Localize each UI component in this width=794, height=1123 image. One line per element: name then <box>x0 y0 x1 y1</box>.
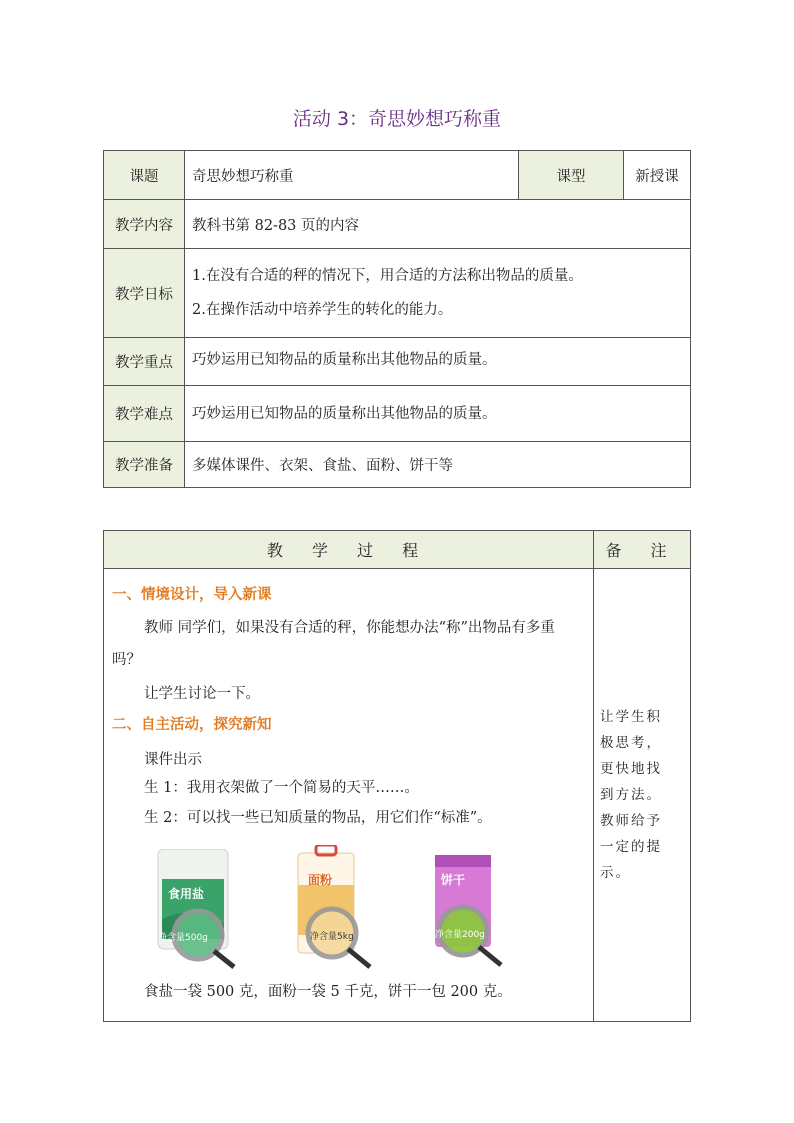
prep-label: 教学准备 <box>104 442 185 488</box>
topic-value: 奇思妙想巧称重 <box>185 151 519 200</box>
courseware-line: 课件出示 <box>144 752 202 768</box>
salt-label: 食用盐 <box>168 887 205 901</box>
notes-header: 备 注 <box>594 531 691 569</box>
process-header: 教 学 过 程 <box>104 531 594 569</box>
flour-bag-image <box>290 845 380 969</box>
note-line-5: 教师给予 <box>600 813 662 829</box>
type-value: 新授课 <box>624 151 691 200</box>
content-label: 教学内容 <box>104 200 185 249</box>
note-line-7: 示。 <box>600 865 631 881</box>
topic-label: 课题 <box>104 151 185 200</box>
note-line-1: 让学生积 <box>600 709 662 725</box>
type-label: 课型 <box>519 151 624 200</box>
flour-label: 面粉 <box>308 873 333 887</box>
flour-net: 净含量5kg <box>310 932 354 942</box>
salt-net: 净含量500g <box>158 933 208 943</box>
biscuit-pack-image <box>429 855 519 969</box>
difficulty-label: 教学难点 <box>104 386 185 442</box>
difficulty-value: 巧妙运用已知物品的质量称出其他物品的质量。 <box>185 386 691 442</box>
goal-line-1: 1.在没有合适的秤的情况下，用合适的方法称出物品的质量。 <box>192 268 583 284</box>
key-value: 巧妙运用已知物品的质量称出其他物品的质量。 <box>185 338 691 386</box>
process-body <box>104 569 594 1022</box>
notes-cell <box>594 569 691 1022</box>
section1-title: 一、情境设计，导入新课 <box>112 587 272 603</box>
note-line-3: 更快地找 <box>600 761 662 777</box>
goal-value <box>185 249 691 338</box>
note-line-4: 到方法。 <box>600 787 662 803</box>
goal-line-2: 2.在操作活动中培养学生的转化的能力。 <box>192 302 453 318</box>
teacher-line-1: 教师 同学们，如果没有合适的秤，你能想办法“称”出物品有多重 <box>144 620 555 636</box>
note-line-2: 极思考， <box>600 735 662 751</box>
process-table <box>103 530 691 1022</box>
page-title: 活动 3：奇思妙想巧称重 <box>292 108 502 130</box>
goal-label: 教学日标 <box>104 249 185 338</box>
student1-line: 生 1：我用衣架做了一个简易的天平……。 <box>144 780 419 796</box>
key-label: 教学重点 <box>104 338 185 386</box>
biscuit-label: 饼干 <box>441 873 466 887</box>
info-table <box>103 150 691 488</box>
weights-line: 食盐一袋 500 克，面粉一袋 5 千克，饼干一包 200 克。 <box>144 984 512 1000</box>
salt-bag-image <box>152 849 242 969</box>
biscuit-net: 净含量200g <box>435 930 485 940</box>
note-line-6: 一定的提 <box>600 839 662 855</box>
prep-value: 多媒体课件、衣架、食盐、面粉、饼干等 <box>185 442 691 488</box>
content-value: 教科书第 82-83 页的内容 <box>185 200 691 249</box>
section2-title: 二、自主活动，探究新知 <box>112 717 272 733</box>
teacher-line-2: 吗？ <box>112 652 141 668</box>
discuss-line: 让学生讨论一下。 <box>144 686 260 702</box>
student2-line: 生 2：可以找一些已知质量的物品，用它们作“标准”。 <box>144 810 492 826</box>
